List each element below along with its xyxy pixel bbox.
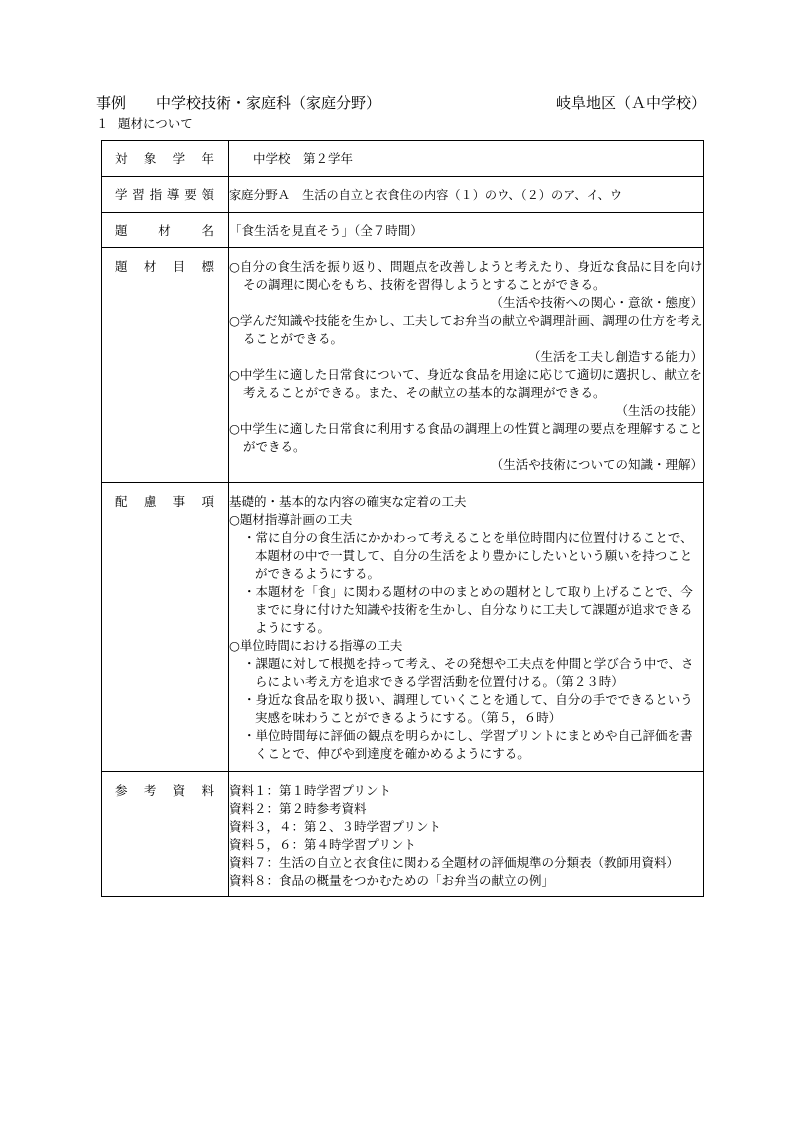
label-objectives [102, 248, 229, 483]
row-guideline [102, 177, 704, 213]
objective-3: ○中学生に適した日常食について、身近な食品を用途に応じて適切に選択し、献立を考えることができる。また、その献立の基本的な調理ができる。 [229, 367, 702, 400]
value-guideline: 家庭分野Ａ 生活の自立と衣食住の内容（１）のウ、（２）のア、イ、ウ [229, 177, 704, 213]
label-target-text: 対 象 学 年 [115, 151, 214, 166]
consideration-group-1-title: ○題材指導計画の工夫 [229, 512, 353, 527]
consideration-1-1: ・常に自分の食生活にかかわって考えることを単位時間内に位置付けることで、本題材の中で一貫して、自分の生活をより豊かにしたいという願いを持つことができるようにする。 [243, 530, 693, 581]
consideration-2-1: ・課題に対して根拠を持って考え、その発想や工夫点を仲間と学び合う中で、さらによい考え方を追求できる学習活動を位置付ける。（第２３時） [243, 656, 694, 689]
region-label: 岐阜地区（Ａ中学校） [555, 94, 706, 112]
consideration-1-2: ・本題材を「食」に関わる題材の中のまとめの題材として取り上げることで、今までに身に付けた知識や技術を生かし、自分なりに工夫して課題が追求できるようにする。 [243, 584, 693, 635]
objective-4: ○中学生に適した日常食に利用する食品の調理上の性質と調理の要点を理解することができる。 [229, 421, 703, 454]
reference-6: 資料８：食品の概量をつかむための「お弁当の献立の例」 [229, 873, 555, 888]
value-references [229, 772, 704, 897]
header-left [96, 92, 381, 113]
objective-2-tag: （生活を工夫し創造する能力） [527, 349, 703, 364]
objective-2: ○学んだ知識や技能を生かし、工夫してお弁当の献立や調理計画、調理の仕方を考えることができる。 [229, 313, 703, 346]
section-number: １ [96, 116, 109, 131]
label-unit-name-text: 題 材 名 [115, 223, 214, 238]
case-label: 事例 [96, 94, 127, 112]
row-unit-name [102, 213, 704, 248]
section-heading [96, 114, 193, 132]
consideration-2-3: ・単位時間毎に評価の観点を明らかにし、学習プリントにまとめや自己評価を書くことで、伸びや到達度を確かめるようにする。 [243, 728, 693, 761]
value-objectives [229, 248, 704, 483]
objective-1-tag: （生活や技術への関心・意欲・態度） [490, 295, 703, 310]
row-target [102, 141, 704, 177]
value-unit-name: 「食生活を見直そう」（全７時間） [229, 213, 704, 248]
row-considerations [102, 483, 704, 772]
subject-title: 中学校技術・家庭科（家庭分野） [156, 94, 382, 112]
label-guideline-text: 学 習 指 導 要 領 [115, 187, 214, 202]
label-guideline [102, 177, 229, 213]
reference-1: 資料１：第１時学習プリント [229, 783, 392, 798]
label-objectives-text: 題 材 目 標 [115, 259, 214, 274]
consideration-2-2: ・身近な食品を取り扱い、調理していくことを通して、自分の手でできるという実感を味わうことができるようにする。（第５，６時） [243, 692, 693, 725]
reference-2: 資料２：第２時参考資料 [229, 801, 367, 816]
value-target: 中学校 第２学年 [229, 141, 704, 177]
value-considerations [229, 483, 704, 772]
section-title: 題材について [118, 116, 193, 131]
row-references [102, 772, 704, 897]
objective-4-tag: （生活や技術についての知識・理解） [490, 457, 703, 472]
reference-3: 資料３，４：第２、３時学習プリント [229, 819, 442, 834]
document-header [96, 92, 706, 116]
label-considerations [102, 483, 229, 772]
reference-5: 資料７：生活の自立と衣食住に関わる全題材の評価規準の分類表（教師用資料） [229, 855, 680, 870]
unit-info-table [101, 140, 704, 897]
objective-3-tag: （生活の技能） [615, 403, 703, 418]
reference-4: 資料５，６：第４時学習プリント [229, 837, 417, 852]
label-unit-name [102, 213, 229, 248]
label-references [102, 772, 229, 897]
label-references-text: 参 考 資 料 [115, 783, 214, 798]
considerations-heading: 基礎的・基本的な内容の確実な定着の工夫 [229, 494, 467, 509]
consideration-group-2-title: ○単位時間における指導の工夫 [229, 638, 403, 653]
label-considerations-text: 配 慮 事 項 [115, 494, 214, 509]
label-target [102, 141, 229, 177]
row-objectives [102, 248, 704, 483]
objective-1: ○自分の食生活を振り返り、問題点を改善しようと考えたり、身近な食品に目を向けその調理に関心をもち、技術を習得しようとすることができる。 [229, 259, 703, 292]
